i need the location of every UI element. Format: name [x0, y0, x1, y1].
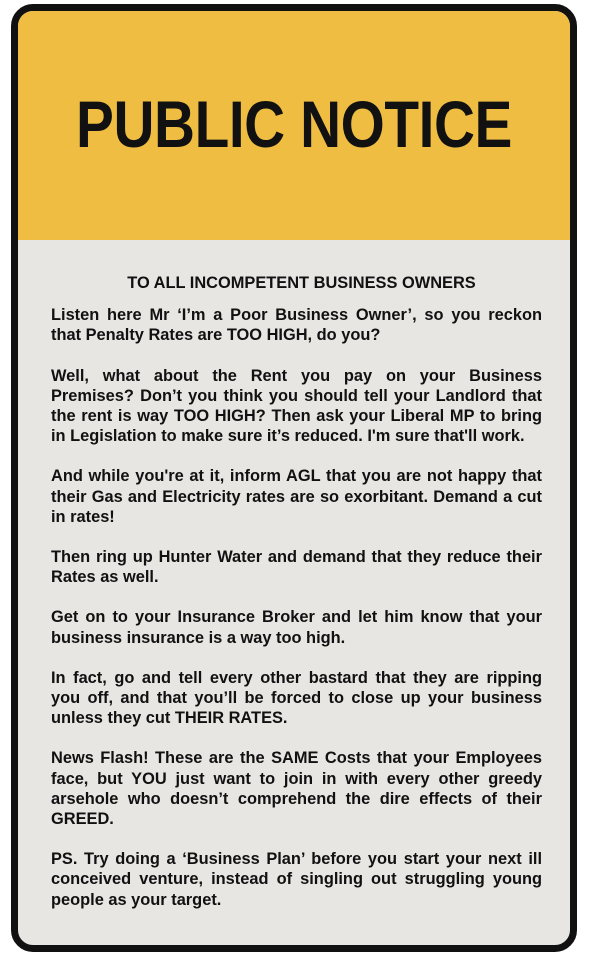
paragraph-every-other: In fact, go and tell every other bastard that they are ripping you off, and that you’ll be forced to close up your business unless they cut THEIR RATES.: [51, 668, 542, 728]
paragraph-rent: Well, what about the Rent you pay on your Business Premises? Don’t you think you should tell your Landlord that the rent is way TOO HIGH? Then ask your Liberal MP to bring in Legislation to make sure it’s reduced. I'm sure that'll work.: [51, 366, 542, 446]
paragraph-ps: PS. Try doing a ‘Business Plan’ before you start your next ill conceived venture, instead of singling out struggling young people as your target.: [51, 850, 542, 909]
paragraph-penalty-rates: Listen here Mr ‘I’m a Poor Business Owner’, so you reckon that Penalty Rates are TOO HIGH, do you?: [51, 306, 542, 345]
public-notice-card: [11, 4, 577, 952]
notice-body: [51, 273, 542, 910]
paragraph-hunter-water: Then ring up Hunter Water and demand that they reduce their Rates as well.: [51, 548, 542, 587]
header-band: [18, 11, 570, 240]
paragraph-news-flash: News Flash! These are the SAME Costs that your Employees face, but YOU just want to join in with every other greedy arsehole who doesn’t comprehend the dire effects of their GREED.: [51, 749, 542, 829]
notice-title: PUBLIC NOTICE: [76, 87, 512, 161]
paragraph-agl: And while you're at it, inform AGL that you are not happy that their Gas and Electricity rates are so exorbitant. Demand a cut in rates!: [51, 467, 542, 526]
notice-heading: TO ALL INCOMPETENT BUSINESS OWNERS: [127, 274, 476, 292]
paragraph-insurance: Get on to your Insurance Broker and let him know that your business insurance is a way too high.: [51, 608, 542, 647]
